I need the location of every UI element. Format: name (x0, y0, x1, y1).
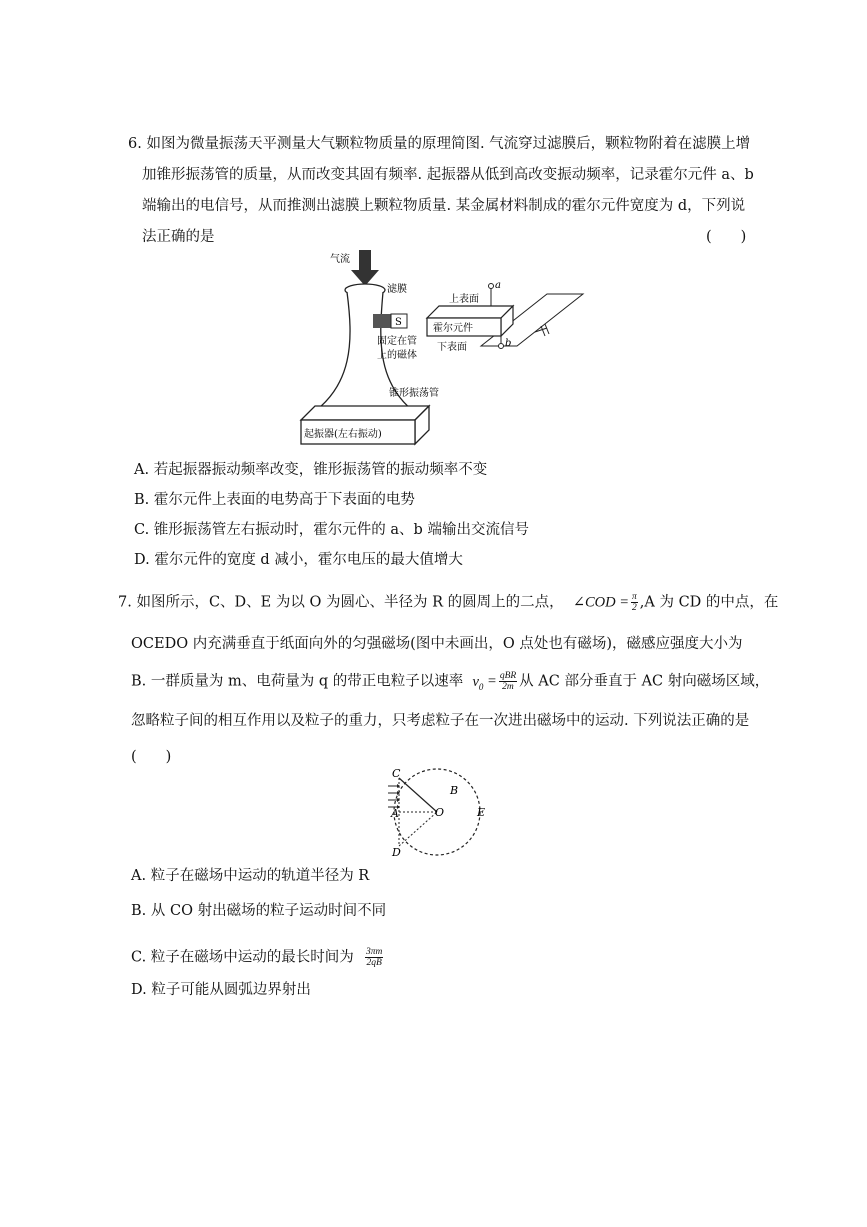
q7-stem-line-3-tail: 从 AC 部分垂直于 AC 射向磁场区域， (519, 673, 770, 690)
q7-answer-bracket: ( ) (131, 749, 172, 765)
point-a-label: A (391, 807, 399, 820)
q6-figure-microbalance (295, 248, 585, 450)
point-o-label: O (435, 806, 445, 819)
q7-stem-line-1-text: 7. 如图所示，C、D、E 为以 O 为圆心、半径为 R 的圆周上的二点， (118, 594, 564, 611)
vibrator-label: 起振器(左右振动) (304, 429, 382, 440)
q6-stem-line-2: 加锥形振荡管的质量，从而改变其固有频率. 起振器从低到高改变振动频率，记录霍尔元件 a、b (142, 167, 754, 183)
magnet-label-1: 固定在管 (377, 336, 417, 347)
filter-label: 滤膜 (387, 284, 407, 295)
q7-stem-line-1 (118, 592, 778, 613)
q7-option-d: D. 粒子可能从圆弧边界射出 (131, 982, 311, 998)
q6-option-a: A. 若起振器振动频率改变，锥形振荡管的振动频率不变 (134, 462, 488, 478)
q7-angle-fraction: $\frac{\pi}{2}$ (632, 592, 637, 613)
q7-option-c-fraction: $\frac{3\pi m}{2qB}$ (366, 947, 383, 968)
point-e-label: E (477, 806, 486, 819)
q6-option-b: B. 霍尔元件上表面的电势高于下表面的电势 (134, 492, 415, 508)
q7-stem-line-3-text: B. 一群质量为 m、电荷量为 q 的带正电粒子以速率 (131, 673, 464, 690)
segment-co (399, 778, 437, 812)
upper-surface-label: 上表面 (449, 294, 479, 305)
airflow-label: 气流 (330, 254, 350, 265)
incoming-particle-arrows-icon (388, 784, 400, 809)
magnet-block (373, 314, 391, 328)
q6-answer-bracket: ( ) (706, 229, 747, 245)
q7-stem-line-1-tail: ,A 为 CD 的中点，在 (639, 594, 779, 611)
q7-velocity-symbol: $v_0$ (472, 673, 484, 692)
q7-option-c-text: C. 粒子在磁场中运动的最长时间为 (131, 949, 354, 966)
q7-figure-circle-field (386, 766, 496, 862)
q7-stem-line-4: 忽略粒子间的相互作用以及粒子的重力，只考虑粒子在一次进出磁场中的运动. 下列说法正确的是 (131, 713, 750, 729)
q7-stem-line-2: OCEDO 内充满垂直于纸面向外的匀强磁场(图中未画出，O 点处也有磁场)，磁感应强度大小为 (131, 636, 743, 652)
q7-option-b: B. 从 CO 射出磁场的粒子运动时间不同 (131, 903, 387, 919)
q6-stem-line-3: 端输出的电信号，从而推测出滤膜上颗粒物质量. 某金属材料制成的霍尔元件宽度为 d，下列说 (142, 198, 746, 214)
q7-velocity-fraction: $\frac{\text{qBR}}{2m}$ (499, 671, 517, 692)
point-d-label: D (392, 846, 401, 859)
q7-option-a: A. 粒子在磁场中运动的轨道半径为 R (131, 868, 370, 884)
magnet-s-label: S (395, 317, 402, 328)
q6-stem-line-1: 6. 如图为微量振荡天平测量大气颗粒物质量的原理简图. 气流穿过滤膜后，颗粒物附着在滤膜上增 (128, 136, 751, 152)
q7-equals: = (483, 673, 497, 690)
magnet-label-2: 上的磁体 (377, 350, 417, 361)
hall-element-label: 霍尔元件 (433, 323, 473, 334)
terminal-b-label: b (505, 338, 512, 349)
lower-surface-label: 下表面 (437, 342, 467, 353)
q7-angle-cod: ∠COD = (572, 594, 630, 611)
field-b-label: B (450, 784, 459, 797)
point-c-label: C (392, 767, 401, 780)
q6-stem-line-4: 法正确的是 (142, 229, 215, 245)
q7-stem-line-3 (131, 671, 769, 696)
q6-option-c: C. 锥形振荡管左右振动时，霍尔元件的 a、b 端输出交流信号 (134, 522, 529, 538)
terminal-a-label: a (495, 280, 501, 291)
q7-option-c (131, 947, 385, 968)
tube-label: 锥形振荡管 (389, 388, 439, 399)
q6-option-d: D. 霍尔元件的宽度 d 减小，霍尔电压的最大值增大 (134, 552, 463, 568)
segment-do (399, 812, 437, 846)
